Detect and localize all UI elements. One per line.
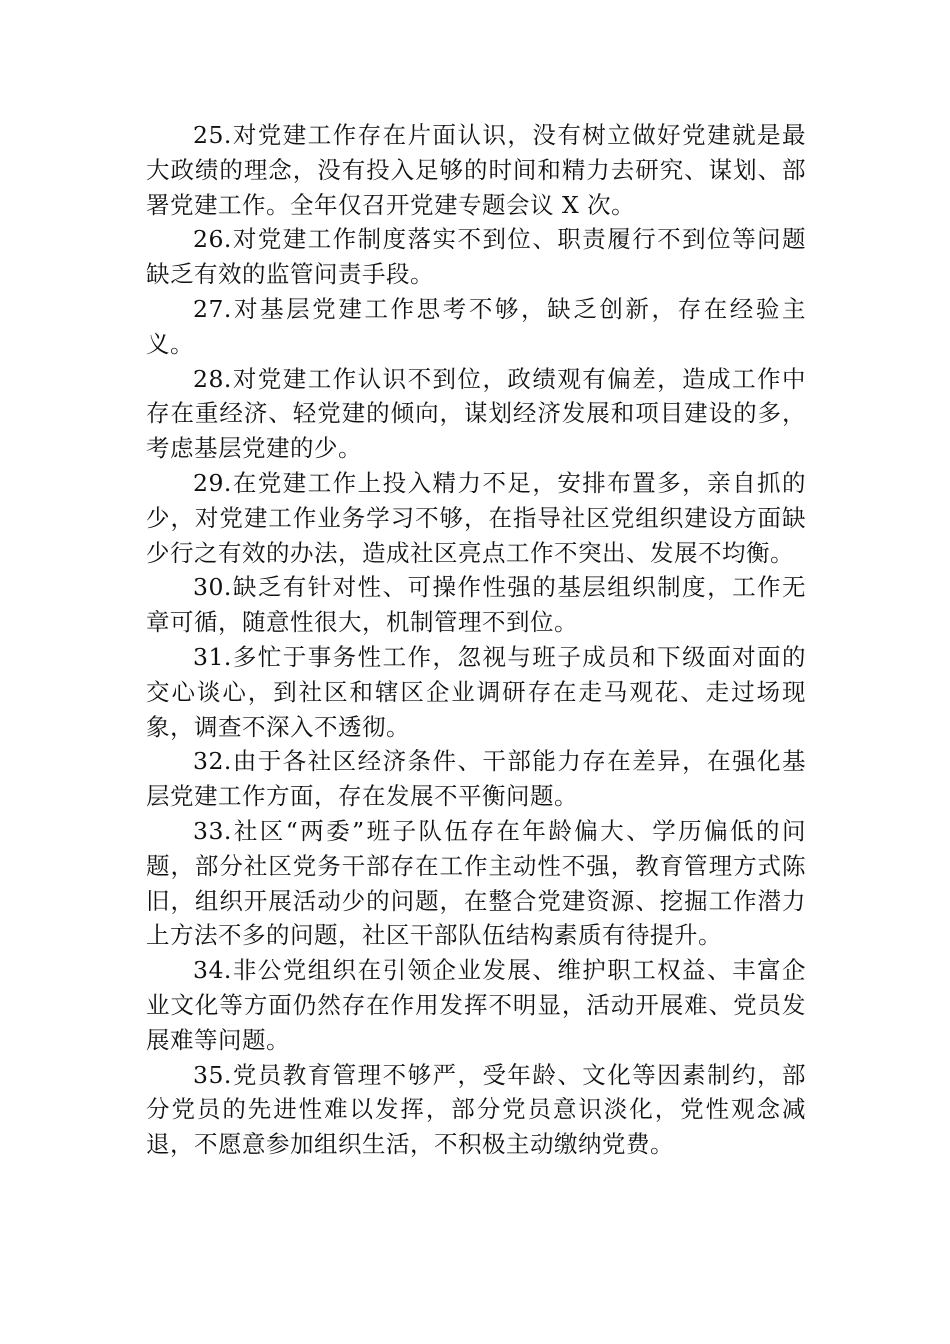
paragraph-26: 26.对党建工作制度落实不到位、职责履行不到位等问题缺乏有效的监管问责手段。	[146, 225, 806, 289]
paragraph-28: 28.对党建工作认识不到位，政绩观有偏差，造成工作中存在重经济、轻党建的倾向，谋划经济发展和项目建设的多，考虑基层党建的少。	[146, 364, 806, 463]
paragraph-34: 34.非公党组织在引领企业发展、维护职工权益、丰富企业文化等方面仍然存在作用发挥不明显，活动开展难、党员发展难等问题。	[146, 956, 806, 1054]
paragraph-31: 31.多忙于事务性工作，忽视与班子成员和下级面对面的交心谈心，到社区和辖区企业调研存在走马观花、走过场现象，调查不深入不透彻。	[146, 642, 806, 741]
paragraph-29: 29.在党建工作上投入精力不足，安排布置多，亲自抓的少，对党建工作业务学习不够，在指导社区党组织建设方面缺少行之有效的办法，造成社区亮点工作不突出、发展不均衡。	[146, 468, 806, 567]
paragraph-30: 30.缺乏有针对性、可操作性强的基层组织制度，工作无章可循，随意性很大，机制管理不到位。	[146, 573, 806, 637]
paragraph-25: 25.对党建工作存在片面认识，没有树立做好党建就是最大政绩的理念，没有投入足够的时间和精力去研究、谋划、部署党建工作。全年仅召开党建专题会议 X 次。	[146, 121, 806, 219]
paragraph-32: 32.由于各社区经济条件、干部能力存在差异，在强化基层党建工作方面，存在发展不平衡问题。	[146, 747, 806, 811]
paragraph-27: 27.对基层党建工作思考不够，缺乏创新，存在经验主义。	[146, 294, 806, 358]
paragraph-35: 35.党员教育管理不够严，受年龄、文化等因素制约，部分党员的先进性难以发挥，部分党员意识淡化，党性观念减退，不愿意参加组织生活，不积极主动缴纳党费。	[146, 1060, 806, 1159]
document-body	[146, 118, 806, 1162]
paragraph-33: 33.社区“两委”班子队伍存在年龄偏大、学历偏低的问题，部分社区党务干部存在工作主动性不强，教育管理方式陈旧，组织开展活动少的问题，在整合党建资源、挖掘工作潜力上方法不多的问题，社区干部队伍结构素质有待提升。	[146, 816, 806, 950]
